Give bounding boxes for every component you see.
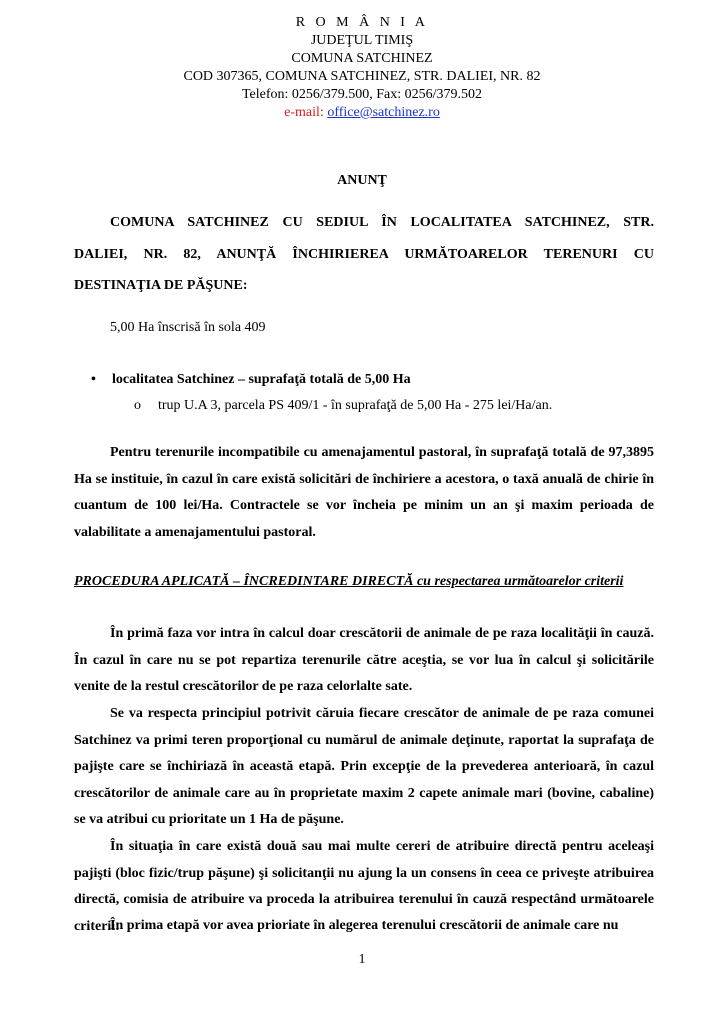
intro-line: DESTINAŢIA DE PĂŞUNE:: [74, 278, 248, 293]
paragraph-text: În prima etapă vor avea prioriate în alegerea terenului crescătorii de animale care nu: [110, 918, 619, 933]
email-link[interactable]: office@satchinez.ro: [327, 105, 440, 120]
postal-address: COD 307365, COMUNA SATCHINEZ, STR. DALIEI, NR. 82: [183, 69, 541, 84]
paragraph-first-phase: [74, 621, 654, 701]
announcement-title: ANUNŢ: [337, 173, 387, 188]
paragraph-text: În situaţia în care există două sau mai multe cereri de atribuire directă pentru aceleaşi pajişti (bloc fizic/trup păşune) şi solicitanţii nu ajung la un consens în ceea ce priveşte atribuirea directă, comisia de atribuire va proceda la atribuirea terenului în cauză respectând următoarele criterii:: [74, 839, 654, 934]
intro-line: COMUNA SATCHINEZ CU SEDIUL ÎN LOCALITATEA SATCHINEZ, STR.: [110, 215, 654, 230]
intro-line: DALIEI, NR. 82, ANUNŢĂ ÎNCHIRIEREA URMĂTOARELOR TERENURI CU: [74, 246, 654, 262]
bullet-icon: •: [91, 372, 96, 387]
announcement-intro: [74, 207, 654, 302]
paragraph-text: În primă faza vor intra în calcul doar crescătorii de animale de pe raza localităţii în cauză. În cazul în care nu se pot repartiza terenurile către aceştia, se vor lua în calcul şi solicitările venite de la restul crescătorilor de pe raza celorlalte sate.: [74, 626, 654, 695]
county-name: JUDEŢUL TIMIŞ: [310, 33, 414, 48]
letterhead: [0, 14, 724, 122]
paragraph-incompatible-land: [74, 440, 654, 546]
circle-bullet-icon: o: [134, 398, 141, 413]
email-line: [0, 104, 724, 122]
bullet-text: localitatea Satchinez – suprafaţă totală de 5,00 Ha: [112, 372, 411, 387]
phone-fax: Telefon: 0256/379.500, Fax: 0256/379.502: [241, 87, 483, 102]
paragraph-text: Se va respecta principiul potrivit căruia fiecare crescător de animale de pe raza comunei Satchinez va primi teren proporţional cu numărul de animale deţinute, raportat la suprafaţa de pajişte care se închiriază în această etapă. Prin excepţie de la prevederea anterioară, în cazul crescătorilor de animale care au în proprietate maxim 2 capete animale mari (bovine, cabaline) se va atribui cu prioritate un 1 Ha de păşune.: [74, 706, 654, 828]
sub-bullet-text: trup U.A 3, parcela PS 409/1 - în suprafaţă de 5,00 Ha - 275 lei/Ha/an.: [158, 398, 553, 413]
paragraph-text: Pentru terenurile incompatibile cu amenajamentul pastoral, în suprafaţă totală de 97,3895 Ha se instituie, în cazul în care există solicitări de închiriere a acestora, o taxă anuală de chirie în cuantum de 100 lei/Ha. Contractele se vor încheia pe minim un an şi maxim perioada de valabilitate a amenajamentului pastoral.: [74, 445, 654, 540]
commune-name: COMUNA SATCHINEZ: [291, 51, 433, 66]
country-name: R O M Â N I A: [295, 15, 429, 30]
procedure-heading: PROCEDURA APLICATĂ – ÎNCREDINTARE DIRECTĂ cu respectarea următoarelor criterii: [74, 574, 624, 589]
area-note: 5,00 Ha înscrisă în sola 409: [110, 320, 266, 335]
paragraph-proportional-principle: [74, 701, 654, 834]
page-number: 1: [358, 952, 366, 967]
paragraph-first-stage: [74, 913, 654, 940]
email-label: e-mail:: [284, 105, 328, 120]
